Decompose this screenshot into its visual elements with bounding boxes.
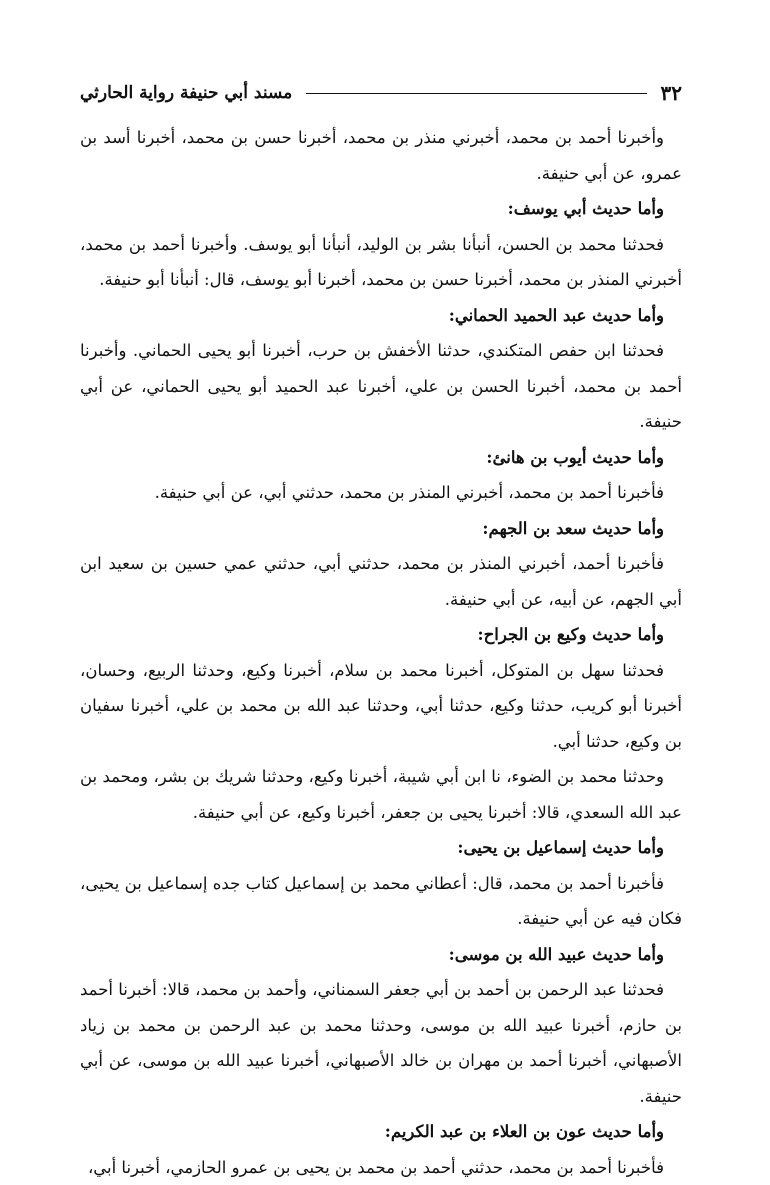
section-heading: وأما حديث عون بن العلاء بن عبد الكريم:: [80, 1114, 682, 1150]
paragraph: فحدثنا عبد الرحمن بن أحمد بن أبي جعفر السمناني، وأحمد بن محمد، قالا: أخبرنا أحمد بن حازم، أخبرنا عبيد الله بن موسى، وحدثنا محمد بن عبد الرحمن بن محمد بن زياد الأصبهاني، أخبرنا أحمد بن مهران بن خالد الأصبهاني، أخبرنا عبيد الله بن موسى، عن أبي حنيفة.: [80, 972, 682, 1114]
paragraph: فأخبرنا أحمد بن محمد، حدثني أحمد بن محمد بن يحيى بن عمرو الحازمي، أخبرنا أبي،: [80, 1150, 682, 1185]
section-heading: وأما حديث أيوب بن هانئ:: [80, 440, 682, 476]
header-rule: [306, 93, 646, 94]
section-heading: وأما حديث عبد الحميد الحماني:: [80, 298, 682, 334]
page-number: ٣٢: [661, 81, 682, 105]
page-header: [80, 78, 682, 108]
section-heading: وأما حديث عبيد الله بن موسى:: [80, 937, 682, 973]
section-heading: وأما حديث سعد بن الجهم:: [80, 511, 682, 547]
paragraph: فأخبرنا أحمد، أخبرني المنذر بن محمد، حدثني أبي، حدثني عمي حسين بن سعيد ابن أبي الجهم، عن أبيه، عن أبي حنيفة.: [80, 546, 682, 617]
paragraph: فأخبرنا أحمد بن محمد، أخبرني المنذر بن محمد، حدثني أبي، عن أبي حنيفة.: [80, 475, 682, 511]
paragraph: وحدثنا محمد بن الضوء، نا ابن أبي شيبة، أخبرنا وكيع، وحدثنا شريك بن بشر، ومحمد بن عبد الله السعدي، قالا: أخبرنا يحيى بن جعفر، أخبرنا وكيع، عن أبي حنيفة.: [80, 759, 682, 830]
section-heading: وأما حديث وكيع بن الجراح:: [80, 617, 682, 653]
paragraph: فحدثنا محمد بن الحسن، أنبأنا بشر بن الوليد، أنبأنا أبو يوسف. وأخبرنا أحمد بن محمد، أخبرني المنذر بن محمد، أخبرنا حسن بن محمد، أخبرنا أبو يوسف، قال: أنبأنا أبو حنيفة.: [80, 227, 682, 298]
section-heading: وأما حديث أبي يوسف:: [80, 191, 682, 227]
running-title: مسند أبي حنيفة رواية الحارثي: [80, 83, 292, 103]
paragraph: فحدثنا ابن حفص المتكندي، حدثنا الأخفش بن حرب، أخبرنا أبو يحيى الحماني. وأخبرنا أحمد بن محمد، أخبرنا الحسن بن علي، أخبرنا عبد الحميد أبو يحيى الحماني، عن أبي حنيفة.: [80, 333, 682, 440]
paragraph: فأخبرنا أحمد بن محمد، قال: أعطاني محمد بن إسماعيل كتاب جده إسماعيل بن يحيى، فكان فيه عن أبي حنيفة.: [80, 866, 682, 937]
paragraph: فحدثنا سهل بن المتوكل، أخبرنا محمد بن سلام، أخبرنا وكيع، وحدثنا الربيع، وحسان، أخبرنا أبو كريب، حدثنا وكيع، حدثنا أبي، وحدثنا عبد الله بن محمد بن علي، أخبرنا سفيان بن وكيع، حدثنا أبي.: [80, 653, 682, 760]
section-heading: وأما حديث إسماعيل بن يحيى:: [80, 830, 682, 866]
paragraph: وأخبرنا أحمد بن محمد، أخبرني منذر بن محمد، أخبرنا حسن بن محمد، أخبرنا أسد بن عمرو، عن أبي حنيفة.: [80, 120, 682, 191]
page-body: [80, 120, 682, 1185]
